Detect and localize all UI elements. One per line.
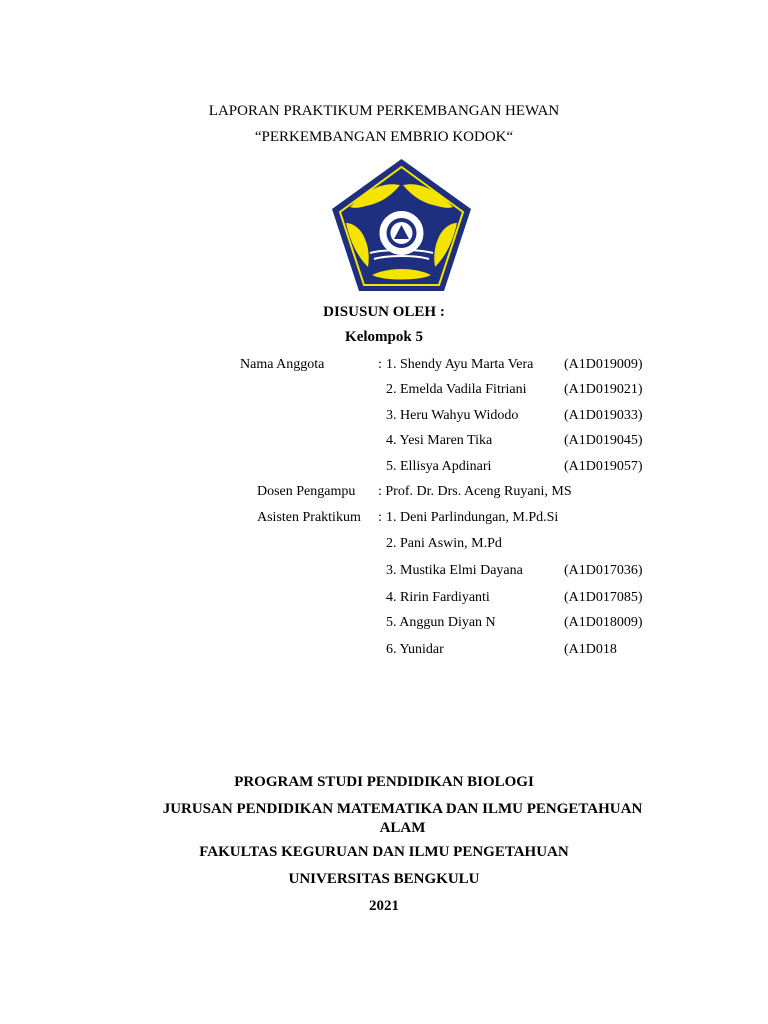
report-title: LAPORAN PRAKTIKUM PERKEMBANGAN HEWAN — [208, 103, 560, 119]
assistant-nim: (A1D018009) — [564, 615, 643, 630]
member-name: 1. Shendy Ayu Marta Vera — [386, 357, 534, 372]
members-separator: : — [378, 357, 382, 372]
assistant-name: 4. Ririn Fardiyanti — [386, 590, 490, 605]
report-year: 2021 — [369, 898, 399, 914]
assistant-name: 5. Anggun Diyan N — [386, 615, 496, 630]
assistant-nim: (A1D017085) — [564, 590, 643, 605]
assistants-separator: : — [378, 510, 382, 525]
report-subtitle: “PERKEMBANGAN EMBRIO KODOK“ — [254, 129, 514, 145]
member-nim: (A1D019033) — [564, 408, 643, 423]
assistant-nim: (A1D017036) — [564, 563, 643, 578]
assistant-name: 3. Mustika Elmi Dayana — [386, 563, 523, 578]
members-label: Nama Anggota — [240, 357, 325, 372]
assistant-nim: (A1D018 — [564, 642, 617, 657]
group-name: Kelompok 5 — [345, 329, 423, 345]
university-name: UNIVERSITAS BENGKULU — [288, 871, 480, 887]
faculty-name: FAKULTAS KEGURUAN DAN ILMU PENGETAHUAN — [199, 844, 569, 860]
member-nim: (A1D019009) — [564, 357, 643, 372]
assistant-name: 1. Deni Parlindungan, M.Pd.Si — [386, 510, 559, 525]
department-name: JURUSAN PENDIDIKAN MATEMATIKA DAN ILMU PENGETAHUAN ALAM — [162, 801, 643, 836]
member-name: 2. Emelda Vadila Fitriani — [386, 382, 527, 397]
member-name: 4. Yesi Maren Tika — [386, 433, 493, 448]
university-of-bengkulu-logo-icon — [330, 157, 473, 293]
member-nim: (A1D019045) — [564, 433, 643, 448]
member-nim: (A1D019021) — [564, 382, 643, 397]
member-nim: (A1D019057) — [564, 459, 643, 474]
assistants-label: Asisten Praktikum — [257, 510, 361, 525]
study-program: PROGRAM STUDI PENDIDIKAN BIOLOGI — [234, 774, 534, 790]
assistant-name: 6. Yunidar — [386, 642, 444, 657]
member-name: 5. Ellisya Apdinari — [386, 459, 492, 474]
assistant-name: 2. Pani Aswin, M.Pd — [386, 536, 502, 551]
member-name: 3. Heru Wahyu Widodo — [386, 408, 519, 423]
lecturer-name: : Prof. Dr. Drs. Aceng Ruyani, MS — [378, 484, 572, 499]
lecturer-label: Dosen Pengampu — [257, 484, 356, 499]
authored-by-heading: DISUSUN OLEH : — [323, 304, 445, 320]
